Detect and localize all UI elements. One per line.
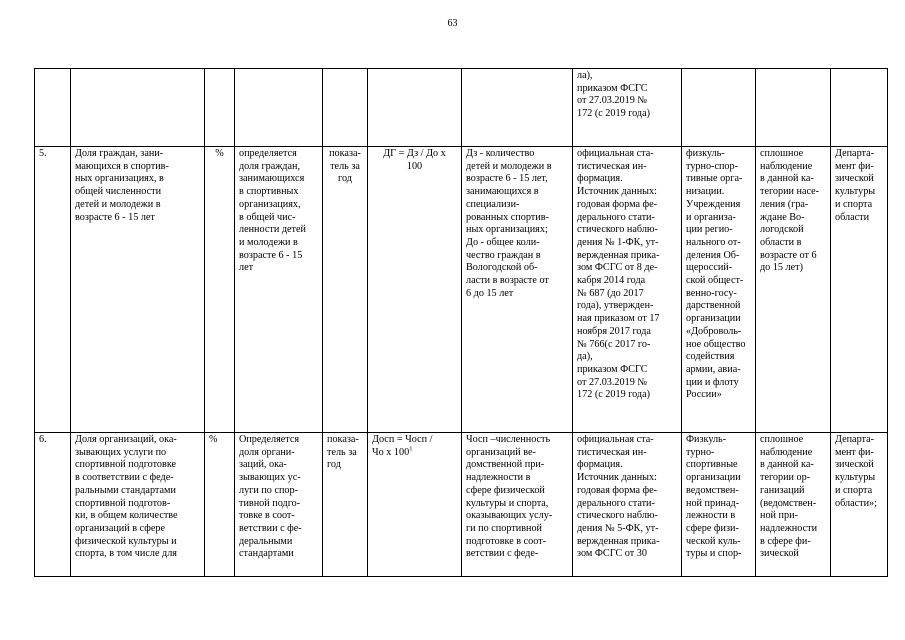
indicator-name-cell: Доля организаций, ока- зывающих услуги по спортивной подготовке в соответствии с феде- ральными стандартами спортивной подготов- ки, в общем количестве организаций в сфере физической культуры и спорта, в том числе для: [71, 433, 205, 577]
responsible-body-cell: Физкуль- турно- спортивные организации ведомствен- ной принад- лежности в сфере физи- ческой куль- туры и спор-: [682, 433, 756, 577]
method-cell: сплошное наблюдение в данной ка- тегории ор- ганизаций (ведомствен- ной при- надлежности в сфере фи- зической: [756, 433, 831, 577]
responsible-body-cell: физкуль- турно-спор- тивные орга- низации. Учреждения и организа- ции регио- нального от- деления Об- щероссий- ской общест- венно-госу- дарственной организации «Доброволь- ное общество содействия армии, авиа- ции и флоту России»: [682, 147, 756, 433]
row-number-cell: [35, 69, 71, 147]
page-number: 63: [447, 18, 458, 29]
department-cell: Департа- мент фи- зической культуры и спорта области»;: [831, 433, 888, 577]
unit-cell: %: [205, 433, 235, 577]
table-row: [35, 69, 888, 147]
footnote-marker: 1: [409, 445, 413, 453]
variables-cell: [462, 69, 573, 147]
row-number-cell: 5.: [35, 147, 71, 433]
definition-cell: [235, 69, 323, 147]
formula-cell: [368, 69, 462, 147]
period-cell: показа- тель за год: [323, 433, 368, 577]
data-source-cell: официальная ста- тистическая ин- формация. Источник данных: годовая форма фе- дерального стати- стического наблю- дения № 1-ФК, ут- вержденная прика- зом ФСГС от 8 де- кабря 2014 года № 687 (до 2017 года), утвержден- ная приказом от 17 ноября 2017 года № 766(с 2017 го- да), приказом ФСГС от 27.03.2019 № 172 (с 2019 года): [573, 147, 682, 433]
indicators-table: [34, 68, 888, 577]
definition-cell: Определяется доля органи- заций, ока- зывающих ус- луги по спор- тивной подго- товке в соот- ветствии с фе- деральными стандартами: [235, 433, 323, 577]
period-cell: показа- тель за год: [323, 147, 368, 433]
method-cell: [756, 69, 831, 147]
formula-text: Досп = Чосп / Чо х 100: [372, 434, 433, 458]
indicator-name-cell: [71, 69, 205, 147]
department-cell: Департа- мент фи- зической культуры и спорта области: [831, 147, 888, 433]
formula-cell: [368, 433, 462, 577]
formula-cell: ДГ = Дз / До х 100: [368, 147, 462, 433]
unit-cell: %: [205, 147, 235, 433]
data-source-cell: официальная ста- тистическая ин- формация. Источник данных: годовая форма фе- дерального стати- стического наблю- дения № 5-ФК, ут- вержденная прика- зом ФСГС от 30: [573, 433, 682, 577]
unit-cell: [205, 69, 235, 147]
indicator-name-cell: Доля граждан, зани- мающихся в спортив- ных организациях, в общей численности детей и молодежи в возрасте 6 - 15 лет: [71, 147, 205, 433]
responsible-body-cell: [682, 69, 756, 147]
data-source-cell: ла), приказом ФСГС от 27.03.2019 № 172 (с 2019 года): [573, 69, 682, 147]
table-row: [35, 433, 888, 577]
row-number-cell: 6.: [35, 433, 71, 577]
variables-cell: Дз - количество детей и молодежи в возрасте 6 - 15 лет, занимающихся в специализи- рованных спортив- ных организациях; До - общее коли- чество граждан в Вологодской об- ласти в возрасте от 6 до 15 лет: [462, 147, 573, 433]
period-cell: [323, 69, 368, 147]
variables-cell: Чосп –численность организаций ве- домственной при- надлежности в сфере физической культуры и спорта, оказывающих услу- ги по спортивной подготовке в соот- ветствии с феде-: [462, 433, 573, 577]
definition-cell: определяется доля граждан, занимающихся в спортивных организациях, в общей чис- ленности детей и молодежи в возрасте 6 - 15 лет: [235, 147, 323, 433]
department-cell: [831, 69, 888, 147]
table-row: [35, 147, 888, 433]
method-cell: сплошное наблюдение в данной ка- тегории насе- ления (гра- ждане Во- логодской области в возрасте от 6 до 15 лет): [756, 147, 831, 433]
